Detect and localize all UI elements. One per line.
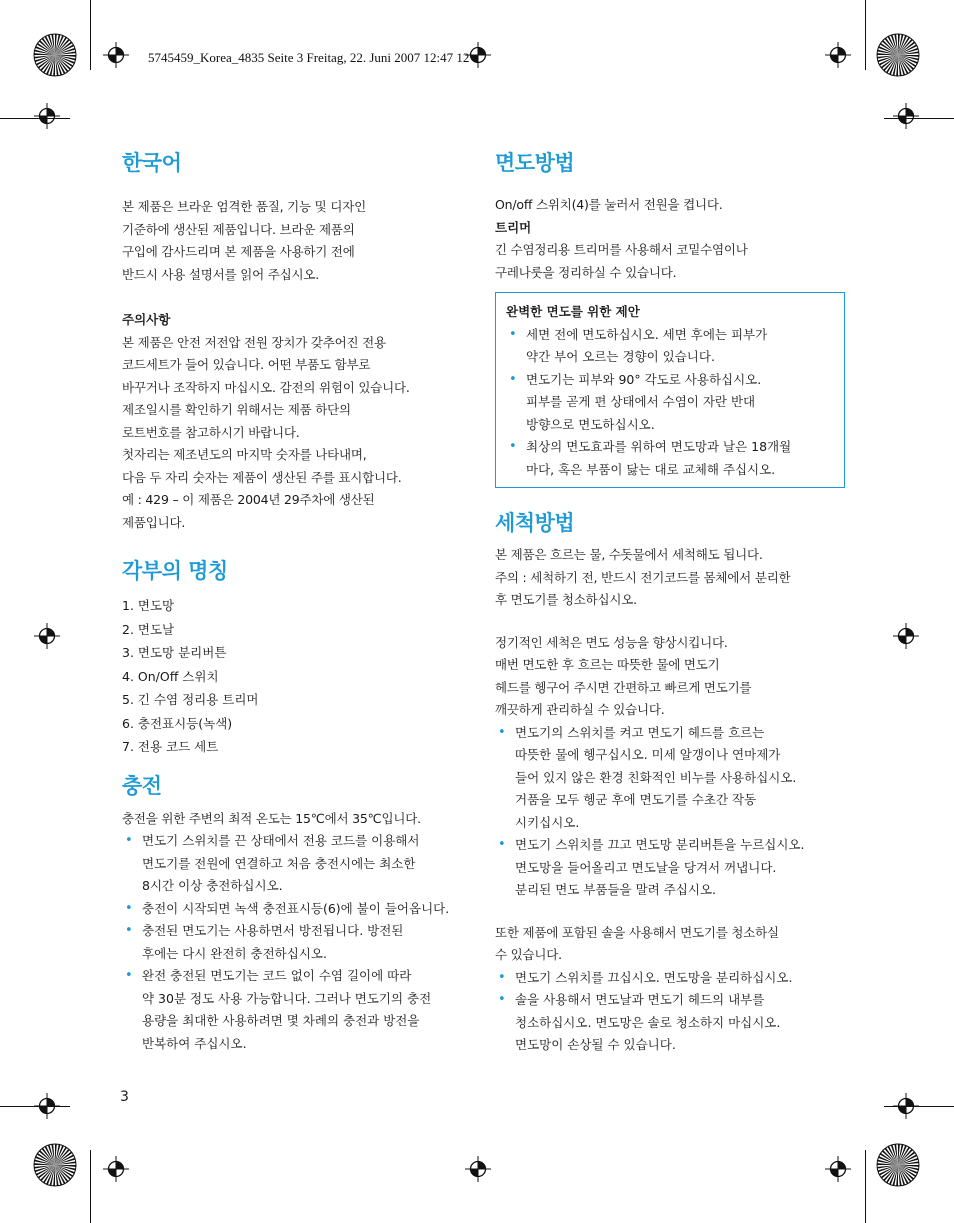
bullet-item bbox=[122, 965, 482, 1055]
parts-heading: 각부의 명칭 bbox=[122, 559, 228, 583]
bullet-line: 약 30분 정도 사용 가능합니다. 그러나 면도기의 충전 bbox=[142, 990, 432, 1006]
crop-line bbox=[90, 1150, 91, 1223]
bullet-line: 거품을 모두 헹군 후에 면도기를 수초간 작동 bbox=[515, 792, 757, 807]
list-item: 1. 면도망 bbox=[122, 598, 175, 613]
list-item: 3. 면도망 분리버튼 bbox=[122, 645, 227, 660]
text-line: 수 있습니다. bbox=[495, 947, 562, 962]
bullet-line: • 면도기 스위치를 끄고 면도망 분리버튼을 누르십시오. bbox=[515, 837, 805, 852]
cleaning-regular bbox=[495, 632, 845, 722]
bullet-line: 시키십시오. bbox=[515, 814, 580, 830]
cleaning-bullets bbox=[495, 722, 845, 902]
text-line: 또한 제품에 포함된 솔을 사용해서 면도기를 청소하실 bbox=[495, 924, 779, 940]
text-line: 로트번호를 참고하시기 바랍니다. bbox=[122, 424, 300, 440]
bullet-line: 청소하십시오. 면도망은 솔로 청소하지 마십시오. bbox=[515, 1014, 781, 1030]
text-line: 헤드를 헹구어 주시면 간편하고 빠르게 면도기를 bbox=[495, 679, 752, 695]
bullet-line: 피부를 곧게 편 상태에서 수염이 자란 반대 bbox=[526, 394, 756, 409]
text-line: 정기적인 세척은 면도 성능을 향상시킵니다. bbox=[495, 634, 728, 650]
bullet-line: 면도기를 전원에 연결하고 처음 충전시에는 최소한 bbox=[142, 855, 416, 871]
tips-list bbox=[506, 324, 834, 482]
bullet-line: 방향으로 면도하십시오. bbox=[526, 416, 655, 432]
text-line: 본 제품은 안전 저전압 전원 장치가 갖추어진 전용 bbox=[122, 334, 386, 350]
bullet-line: 면도망을 들어올리고 면도날을 당겨서 꺼냅니다. bbox=[515, 859, 777, 875]
text-line: 본 제품은 흐르는 물, 수돗물에서 세척해도 됩니다. bbox=[495, 547, 763, 562]
caution-heading: 주의사항 bbox=[122, 312, 171, 327]
bullet-item bbox=[495, 834, 845, 902]
text-line: 매번 면도한 후 흐르는 따뜻한 물에 면도기 bbox=[495, 657, 720, 672]
bullet-line: 마다, 혹은 부품이 닳는 대로 교체해 주십시오. bbox=[526, 461, 776, 477]
text-line: 반드시 사용 설명서를 읽어 주십시오. bbox=[122, 266, 319, 282]
bullet-line: • 최상의 면도효과를 위하여 면도망과 날은 18개월 bbox=[526, 439, 792, 454]
text-line: 후 면도기를 청소하십시오. bbox=[495, 592, 637, 607]
language-title: 한국어 bbox=[122, 151, 182, 175]
left-column bbox=[122, 148, 482, 1055]
bullet-line: 후에는 다시 완전히 충전하십시오. bbox=[142, 945, 327, 961]
color-target-icon bbox=[33, 33, 77, 77]
color-target-icon bbox=[33, 1143, 77, 1187]
bullet-item bbox=[122, 920, 482, 965]
registration-mark-icon bbox=[893, 623, 919, 649]
bullet-line: 반복하여 주십시오. bbox=[142, 1035, 247, 1051]
text-line: 깨끗하게 관리하실 수 있습니다. bbox=[495, 702, 665, 717]
crop-line bbox=[90, 0, 91, 70]
bullet-item bbox=[495, 989, 845, 1057]
registration-mark-icon bbox=[825, 1156, 851, 1182]
text-line: 예 : 429 – 이 제품은 2004년 29주차에 생산된 bbox=[122, 492, 375, 507]
trimmer-heading: 트리머 bbox=[495, 219, 532, 235]
cleaning-intro bbox=[495, 544, 845, 612]
bullet-line: • 면도기 스위치를 끈 상태에서 전용 코드를 이용해서 bbox=[142, 833, 420, 848]
text-line: 바꾸거나 조작하지 마십시오. 감전의 위험이 있습니다. bbox=[122, 379, 410, 395]
registration-mark-icon bbox=[825, 42, 851, 68]
cleaning-heading: 세척방법 bbox=[495, 511, 575, 535]
bullet-line: • 세면 전에 면도하십시오. 세면 후에는 피부가 bbox=[526, 326, 768, 342]
caution-paragraph bbox=[122, 332, 482, 535]
shaving-heading: 면도방법 bbox=[495, 151, 575, 175]
bullet-item bbox=[495, 967, 845, 990]
bullet-line: • 면도기의 스위치를 켜고 면도기 헤드를 흐르는 bbox=[515, 724, 765, 740]
bullet-item bbox=[506, 324, 834, 369]
bullet-line: 면도망이 손상될 수 있습니다. bbox=[515, 1037, 676, 1052]
charging-bullets bbox=[122, 830, 482, 1055]
file-info-header: 5745459_Korea_4835 Seite 3 Freitag, 22. Juni 2007 12:47 12 bbox=[148, 50, 470, 65]
bullet-line: • 솔을 사용해서 면도날과 면도기 헤드의 내부를 bbox=[515, 992, 765, 1007]
bullet-item bbox=[506, 369, 834, 437]
parts-list bbox=[122, 594, 482, 759]
registration-mark-icon bbox=[34, 103, 60, 129]
text-line: 첫자리는 제조년도의 마지막 숫자를 나타내며, bbox=[122, 447, 367, 462]
bullet-item bbox=[506, 436, 834, 481]
charging-heading: 충전 bbox=[122, 773, 162, 798]
registration-mark-icon bbox=[34, 623, 60, 649]
color-target-icon bbox=[876, 1143, 920, 1187]
list-item: 4. On/Off 스위치 bbox=[122, 668, 219, 684]
shaving-intro: On/off 스위치(4)를 눌러서 전원을 켭니다. bbox=[495, 197, 723, 212]
bullet-item bbox=[122, 898, 482, 921]
trimmer-paragraph bbox=[495, 239, 845, 284]
bullet-line: • 면도기 스위치를 끄십시오. 면도망을 분리하십시오. bbox=[515, 969, 793, 985]
brush-intro bbox=[495, 922, 845, 967]
bullet-line: • 충전이 시작되면 녹색 충전표시등(6)에 불이 들어옵니다. bbox=[142, 900, 450, 916]
list-item: 5. 긴 수염 정리용 트리머 bbox=[122, 692, 259, 707]
bullet-line: 들어 있지 않은 환경 친화적인 비누를 사용하십시오. bbox=[515, 769, 797, 785]
text-line: 코드세트가 들어 있습니다. 어떤 부품도 함부로 bbox=[122, 357, 371, 372]
registration-mark-icon bbox=[103, 1156, 129, 1182]
brush-bullets bbox=[495, 967, 845, 1057]
bullet-item bbox=[122, 830, 482, 898]
crop-line bbox=[865, 1150, 866, 1223]
text-line: 구레나룻을 정리하실 수 있습니다. bbox=[495, 264, 677, 280]
text-line: 제품입니다. bbox=[122, 514, 186, 530]
intro-paragraph bbox=[122, 196, 482, 286]
registration-mark-icon bbox=[465, 1156, 491, 1182]
text-line: 기준하에 생산된 제품입니다. 브라운 제품의 bbox=[122, 221, 355, 237]
text-line: 본 제품은 브라운 엄격한 품질, 기능 및 디자인 bbox=[122, 199, 366, 214]
bullet-line: • 면도기는 피부와 90° 각도로 사용하십시오. bbox=[526, 371, 762, 387]
right-column bbox=[495, 148, 845, 1057]
text-line: 긴 수염정리용 트리머를 사용해서 코밑수염이나 bbox=[495, 242, 748, 257]
text-line: 주의 : 세척하기 전, 반드시 전기코드를 몸체에서 분리한 bbox=[495, 569, 791, 585]
list-item: 6. 충전표시등(녹색) bbox=[122, 715, 233, 731]
charging-intro: 충전을 위한 주변의 최적 온도는 15℃에서 35℃입니다. bbox=[122, 810, 421, 826]
bullet-line: 따뜻한 물에 헹구십시오. 미세 알갱이나 연마제가 bbox=[515, 747, 781, 762]
text-line: 구입에 감사드리며 본 제품을 사용하기 전에 bbox=[122, 244, 355, 259]
registration-mark-icon bbox=[34, 1093, 60, 1119]
text-line: 다음 두 자리 숫자는 제품이 생산된 주를 표시합니다. bbox=[122, 469, 402, 485]
list-item: 7. 전용 코드 세트 bbox=[122, 739, 219, 754]
tips-box bbox=[495, 292, 845, 488]
page-number: 3 bbox=[120, 1089, 129, 1105]
registration-mark-icon bbox=[893, 1093, 919, 1119]
crop-line bbox=[865, 0, 866, 70]
tips-heading: 완벽한 면도를 위한 제안 bbox=[506, 304, 640, 319]
color-target-icon bbox=[876, 33, 920, 77]
text-line: 제조일시를 확인하기 위해서는 제품 하단의 bbox=[122, 402, 351, 417]
registration-mark-icon bbox=[103, 42, 129, 68]
bullet-line: 약간 부어 오르는 경향이 있습니다. bbox=[526, 349, 715, 364]
registration-mark-icon bbox=[893, 103, 919, 129]
bullet-line: 분리된 면도 부품들을 말려 주십시오. bbox=[515, 882, 716, 897]
bullet-item bbox=[495, 722, 845, 835]
bullet-line: 용량을 최대한 사용하려면 몇 차례의 충전과 방전을 bbox=[142, 1013, 420, 1028]
bullet-line: • 완전 충전된 면도기는 코드 없이 수염 길이에 따라 bbox=[142, 968, 412, 983]
list-item: 2. 면도날 bbox=[122, 621, 175, 637]
bullet-line: • 충전된 면도기는 사용하면서 방전됩니다. 방전된 bbox=[142, 923, 404, 938]
bullet-line: 8시간 이상 충전하십시오. bbox=[142, 878, 283, 893]
